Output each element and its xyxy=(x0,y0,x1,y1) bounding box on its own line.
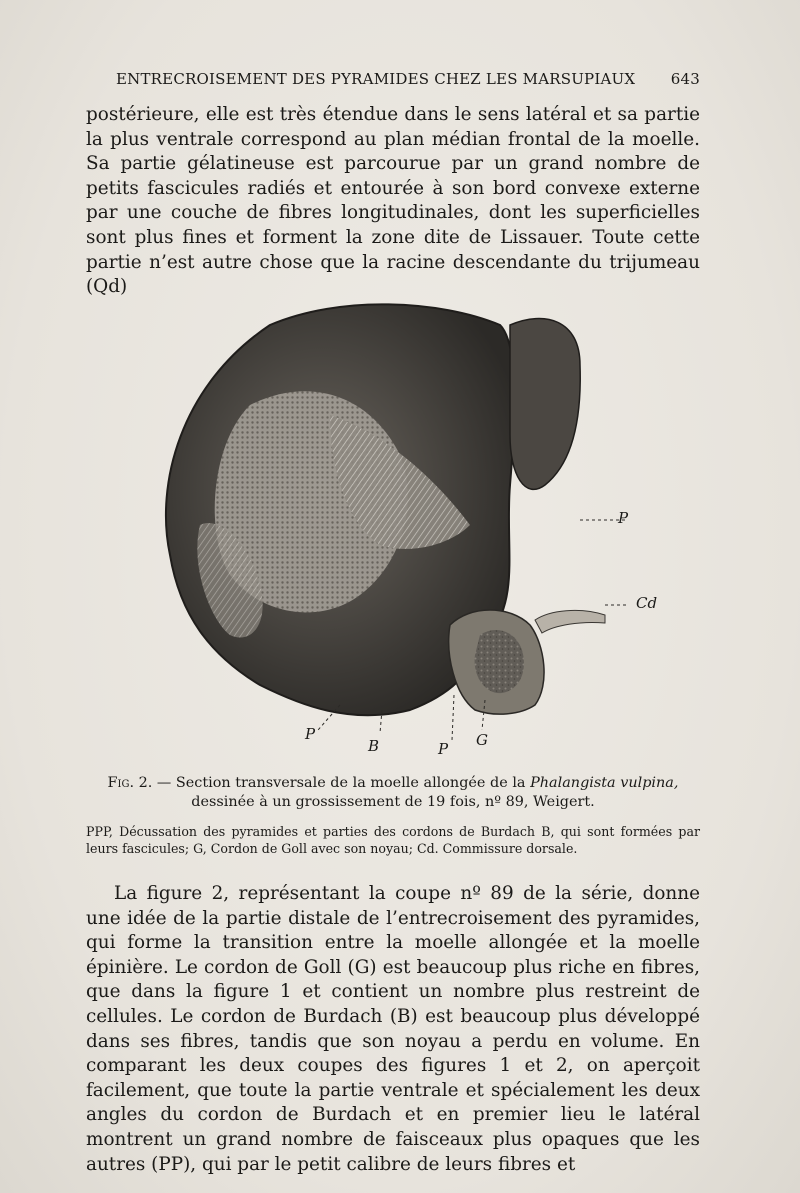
caption-figure-number: Fig. 2. xyxy=(107,775,153,791)
paragraph-bottom: La figure 2, représentant la coupe nº 89 de la série, donne une idée de la partie distale de l’entrecroisement des pyramides, qui forme la transition entre la moelle allongée et la moelle épinière. Le cordon de Goll (G) est beaucoup plus riche en fibres, que dans la figure 1 et contient un nombre plus restreint de cellules. Le cordon de Burdach (B) est beaucoup plus développé dans ses fibres, tandis que son noyau a perdu en volume. En comparant les deux coupes des figures 1 et 2, on aperçoit facilement, que toute la partie ventrale et spécialement les deux angles du cordon de Burdach et en premier lieu le latéral montrent un grand nombre de faisceaux plus opaques que les autres (PP), qui par le petit calibre de leurs fibres et xyxy=(86,883,700,1175)
label-p-left: P xyxy=(305,725,316,743)
label-b: B xyxy=(368,737,380,755)
running-title: ENTRECROISEMENT DES PYRAMIDES CHEZ LES MARSUPIAUX xyxy=(116,70,636,88)
figure-2-illustration xyxy=(150,285,670,765)
caption-text-1: — Section transversale de la moelle allongée de la xyxy=(152,775,531,791)
dorsal-horn xyxy=(510,318,580,489)
label-g: G xyxy=(476,731,488,749)
label-p-mid: P xyxy=(438,740,449,758)
figure-legend: PPP, Décussation des pyramides et parties des cordons de Burdach B, qui sont formées par leurs fascicules; G, Cordon de Goll avec son noyau; Cd. Commissure dorsale. xyxy=(86,824,700,856)
label-p-right: P xyxy=(618,509,629,527)
paragraph-top: postérieure, elle est très étendue dans le sens latéral et sa partie la plus ventrale correspond au plan médian frontal de la moelle. Sa partie gélatineuse est parcourue par un grand nombre de petits fascicules radiés et entourée à son bord convexe externe par une couche de fibres longitudinales, dont les superficielles sont plus fines et forment la zone dite de Lissauer. Toute cette partie n’est autre chose que la racine descendante du trijumeau (Qd) xyxy=(86,104,700,298)
dorsal-commissure-process xyxy=(535,610,605,633)
label-cd: Cd xyxy=(636,594,658,612)
medulla-section-drawing xyxy=(150,285,670,765)
figure-caption xyxy=(86,774,700,812)
caption-text-2: dessinée à un grossissement de 19 fois, nº 89, Weigert. xyxy=(191,794,595,810)
caption-species: Phalangista vulpina, xyxy=(530,775,679,791)
page-number: 643 xyxy=(670,70,700,88)
